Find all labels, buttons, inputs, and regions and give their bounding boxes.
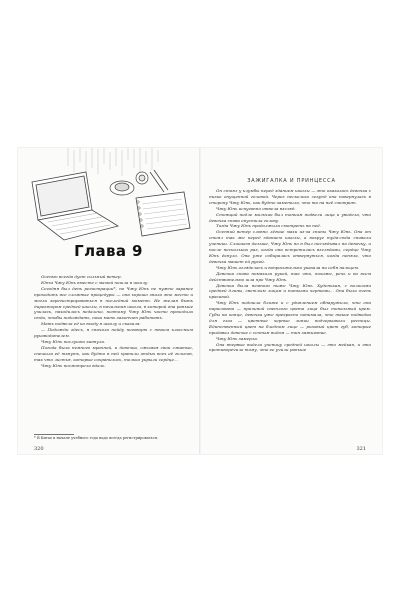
paragraph: Чжу Юнь послушно кивнула. [41, 338, 106, 344]
paragraph: Девочка снова помахала рукой, так что, похоже, речь и во всем действительно шла про Чжу Юнь. [209, 270, 371, 282]
notebook-icon [136, 192, 190, 236]
page-number-left: 320 [34, 446, 44, 452]
paragraph: Осенний ветер словно лёгкие махи из-за спины Чжу Юнь. Она от стоял так же перед зданием школы, а вокруг туда-сюда сновали ученики. Слишком дальше, Чжу Юнь по в был поглядывал на девочку, и после нескольких раз, когда она встретилась взглядами, сердце Чжу Юнь ёкнуло. Она уже собиралась отвернуться, когда поняла, что девочка машет ей рукой. [209, 229, 371, 264]
left-page-text [34, 274, 193, 369]
paragraph: Юнхэ Чжу Юнь вместе с мамой пошла в школу. [41, 279, 149, 285]
footnote-divider [34, 434, 74, 435]
paragraph: Осенью всегда дует сильный ветер. [41, 274, 122, 279]
paragraph: Чжу Юнь посмотрела вдаль. [41, 362, 106, 368]
paragraph: Чжу Юнь огляделась и вопросительно указала на себя пальцем. [216, 264, 360, 270]
tea-cup-icon [110, 172, 148, 195]
paragraph: Девочка была немного ниже Чжу Юнь. Худенькая, с волосами средней длины, светлым лицом и тонкими чертами… Она была очень красивой. [209, 282, 371, 300]
paragraph: Чжу Юнь замерла. [216, 335, 259, 341]
paragraph: Погода была немного мрачной, и девочка, сжимая свои сжатые, спешила её ткнуть, как будто в ней хранили отдых всех её голосов, так что листья, которые сохранились, только укрыли сердце… [34, 344, 193, 362]
paragraph: Сегодня был день регистрации*, но Чжу Юнь не нужно заранее проходить все сложные процедуры — она хорошо знала это место и могла зарегистрироваться в последний момент. Не желая быть директором средней школы, в начальная школа, в которой она раньше училась, находилось недалеко, поэтому Чжу Юнь часто проходила сюда, чтобы подождать, пока мать закончит работать. [34, 285, 193, 321]
paragraph: Тогда Чжу Юнь продолжила смотреть на неё. [216, 223, 322, 229]
paragraph: Мать подвела её ко входу в школу и сказала: [41, 321, 141, 327]
paragraph: Она впервые видела ученицу средней школы — это мейкап, и это противоречило тому, что ее учили раньше [209, 341, 371, 353]
footnote: * В Китае в начале учебного года надо всегда регистрироваться. [34, 436, 159, 440]
paragraph: Он стоял у клумбы перед зданием школы — это оказалась девочка с низко опущенной головой. Через несколько секунд она повернулась в сторону Чжу Юнь, как будто заметила, что та на неё смотрит. [209, 188, 371, 205]
paragraph: Чжу Юнь испуганно отвела взгляд. [216, 205, 296, 211]
pen-icon [150, 170, 168, 192]
running-head: ЗАЖИГАЛКА И ПРИНЦЕССА [247, 178, 336, 184]
laptop-icon [32, 172, 118, 240]
right-page [201, 148, 382, 454]
desk-illustration [18, 148, 199, 248]
paragraph: Чжу Юнь подошла ближе и с удивлением обнаружила, что она нарисована — причиной светлого цвета лица был тональный крем. Губы на конце, девочка уже прекрасно понимала, что такое подводка для глаз — цветные черные линии подчеркивали ресницы. Единственный цвет на бледном лице — розовый цвет губ, которые придавал девочке с сочным видом — тип зажигание. [209, 300, 371, 335]
left-page [18, 148, 199, 454]
chapter-title: Глава 9 [74, 242, 143, 260]
right-page-text [209, 188, 371, 353]
page-number-right: 321 [356, 446, 366, 452]
paragraph: Стоящий подле мальчик был тонким подвели лица и увидела, что девочка снова опустила голову. [209, 211, 371, 223]
paragraph: — Подожди здесь, я сначала пойду поговорю с твоим классным руководителем. [34, 327, 193, 339]
